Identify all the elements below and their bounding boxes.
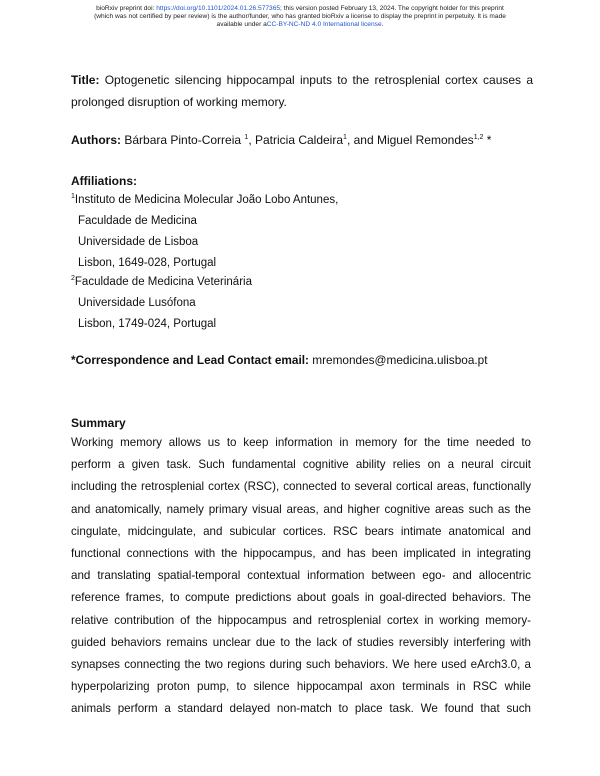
summary-heading: Summary: [71, 416, 126, 430]
affiliation-1: [71, 190, 338, 274]
affiliation-line: $^1$Instituto de Medicina Molecular João Lobo Antunes,: [71, 193, 339, 206]
affiliation-line: Lisbon, 1649-028, Portugal: [78, 257, 217, 269]
summary-line: reference frames, to compute predictions about goals in goal-directed behaviors. The: [71, 591, 531, 605]
summary-line: including the retrosplenial cortex (RSC), connected to several cortical areas, functionally: [71, 480, 531, 494]
affiliation-1-number: 1: [71, 193, 75, 200]
author-2-affiliation: 1: [343, 134, 347, 141]
correspondence-email[interactable]: mremondes@medicina.ulisboa.pt: [312, 353, 488, 367]
summary-line: and translating spatial-temporal contextual information between ego- and allocentric: [71, 569, 531, 583]
doi-link[interactable]: https://doi.org/10.1101/2024.01.26.577365: [156, 5, 281, 12]
affiliation-line: Universidade Lusófona: [78, 297, 196, 309]
summary-body: [71, 432, 531, 720]
summary-line: animals perform a standard delayed non-match to place task. We found that such: [71, 702, 531, 716]
header-line-2: (which was not certified by peer review) is the author/funder, who has granted bioRxiv a license to display the preprint in perpetuity. It is made: [94, 13, 506, 21]
author-3-affiliation: 1,2: [473, 134, 484, 141]
summary-line: synapses connecting the two regions during such behaviors. We here used eArch3.0, a: [71, 657, 531, 671]
author-2: , Patricia Caldeira: [248, 133, 344, 147]
header-line-3: available under aCC-BY-NC-ND 4.0 International license.: [216, 21, 384, 29]
correspondence-line: [71, 353, 488, 367]
title-text: Optogenetic silencing hippocampal inputs to the retrosplenial cortex causes a prolonged disruption of working memory.: [71, 73, 533, 109]
author-1-affiliation: 1: [244, 134, 249, 141]
summary-line: relative contribution of the hippocampus and retrosplenial cortex in working memory-: [71, 613, 531, 627]
license-link[interactable]: CC-BY-NC-ND 4.0 International license: [266, 21, 382, 29]
summary-line: cingulate, midcingulate, and subicular cortices. RSC bears intimate anatomical and: [71, 524, 531, 538]
affiliation-line: Lisbon, 1749-024, Portugal: [78, 318, 217, 330]
preprint-header: [0, 5, 600, 30]
affiliation-2: [71, 272, 252, 335]
summary-line: hyperpolarizing proton pump, to silence hippocampal axon terminals in RSC while: [71, 680, 531, 694]
corresponding-mark: *: [483, 133, 492, 147]
affiliation-line: $^2$Faculdade de Medicina Veterinária: [71, 275, 252, 288]
authors-line: [71, 131, 491, 149]
author-3: , and Miguel Remondes: [346, 133, 474, 147]
summary-line: guided behaviors remains unclear due to the lack of studies reversibly interfering with: [71, 635, 531, 649]
summary-line: functional connections with the hippocampus, and has been implicated in integrating: [71, 546, 531, 560]
affiliations-heading: Affiliations:: [71, 174, 137, 188]
affiliation-2-number: 2: [71, 275, 75, 282]
affiliation-line: Faculdade de Medicina: [78, 215, 197, 227]
correspondence-label: *Correspondence and Lead Contact email:: [71, 353, 309, 367]
title-label: Title:: [71, 73, 100, 87]
affiliation-line: Universidade de Lisboa: [78, 236, 199, 248]
summary-line: Working memory allows us to keep information in memory for the time needed to: [71, 436, 531, 449]
header-line-1: bioRxiv preprint doi: https://doi.org/10.1101/2024.01.26.577365; this version posted February 13, 2024. The copyright holder for this preprint: [96, 5, 504, 12]
summary-line: and anatomically, namely primary visual areas, and higher cognitive areas such as the: [71, 502, 531, 516]
authors-label: Authors:: [71, 133, 121, 147]
summary-line: perform a given task. Such fundamental cognitive ability relies on a neural circuit: [71, 458, 531, 472]
paper-title: [71, 69, 533, 113]
author-1: Bárbara Pinto-Correia: [124, 133, 242, 147]
